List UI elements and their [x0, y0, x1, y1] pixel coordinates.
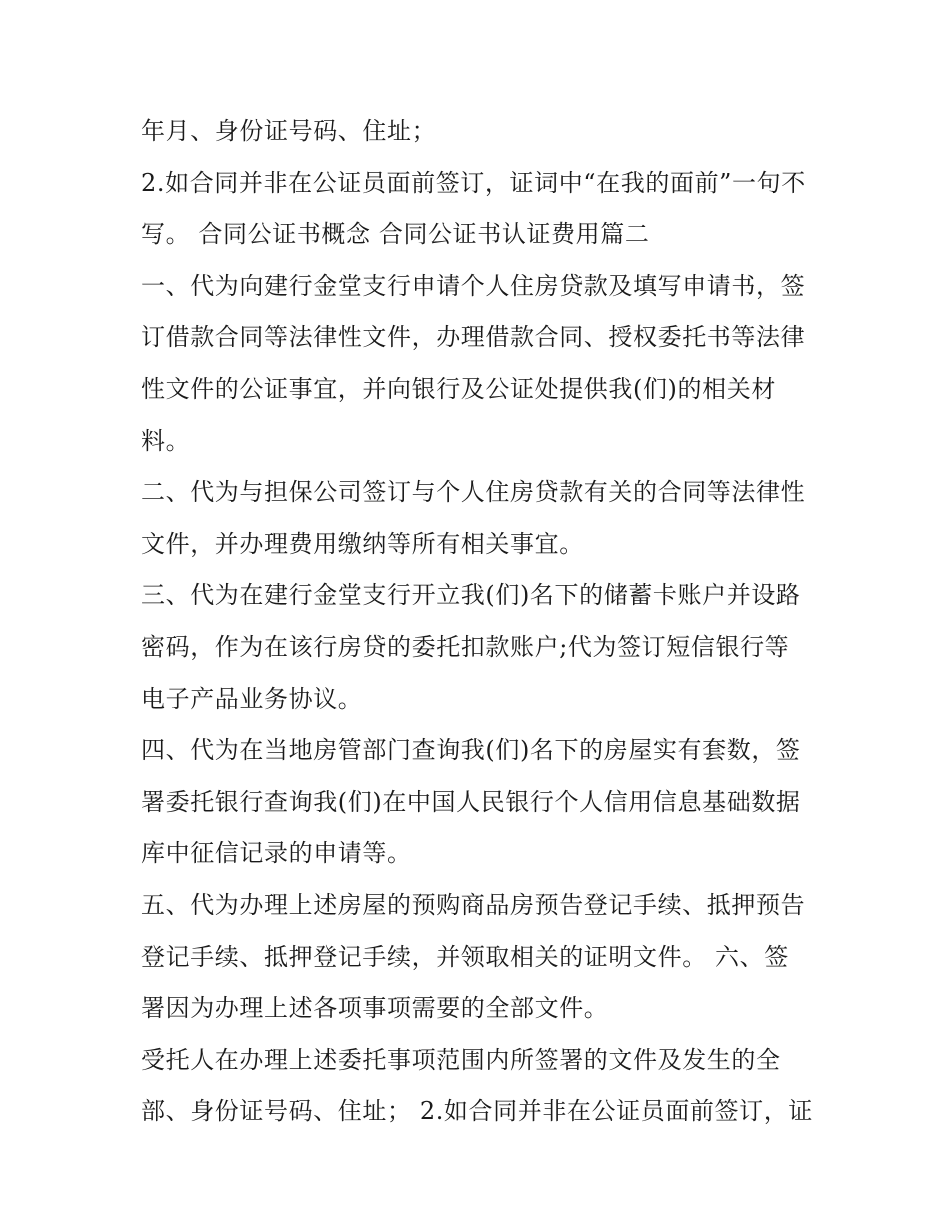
text-line: 署因为办理上述各项事项需要的全部文件。: [141, 994, 609, 1023]
text-line: 2.如合同并非在公证员面前签订，证词中“在我的面前”一句不: [141, 168, 806, 197]
text-line: 署委托银行查询我(们)在中国人民银行个人信用信息基础数据: [141, 787, 801, 816]
text-line: 订借款合同等法律性文件，办理借款合同、授权委托书等法律: [141, 323, 806, 352]
text-line: 登记手续、抵押登记手续，并领取相关的证明文件。 六、签: [141, 942, 789, 971]
text-line: 三、代为在建行金堂支行开立我(们)名下的储蓄卡账户并设路: [141, 581, 801, 610]
text-line: 性文件的公证事宜，并向银行及公证处提供我(们)的相关材: [141, 374, 776, 403]
text-line: 文件，并办理费用缴纳等所有相关事宜。: [141, 529, 584, 558]
text-line: 密码，作为在该行房贷的委托扣款账户;代为签订短信银行等: [141, 632, 790, 661]
text-line: 库中征信记录的申请等。: [141, 839, 412, 868]
document-body: [141, 106, 821, 1138]
text-line: 电子产品业务协议。: [141, 684, 363, 713]
text-line: 受托人在办理上述委托事项范围内所签署的文件及发生的全: [141, 1045, 781, 1074]
text-line: 写。 合同公证书概念 合同公证书认证费用篇二: [141, 220, 650, 249]
text-line: 一、代为向建行金堂支行申请个人住房贷款及填写申请书，签: [141, 271, 806, 300]
text-line: 部、身份证号码、住址； 2.如合同并非在公证员面前签订，证: [141, 1097, 813, 1126]
text-line: 年月、身份证号码、住址；: [141, 117, 437, 145]
text-line: 料。: [141, 426, 191, 455]
text-line: 五、代为办理上述房屋的预购商品房预告登记手续、抵押预告: [141, 890, 806, 919]
text-line: 二、代为与担保公司签订与个人住房贷款有关的合同等法律性: [141, 478, 806, 507]
text-line: 四、代为在当地房管部门查询我(们)名下的房屋实有套数，签: [141, 736, 801, 765]
